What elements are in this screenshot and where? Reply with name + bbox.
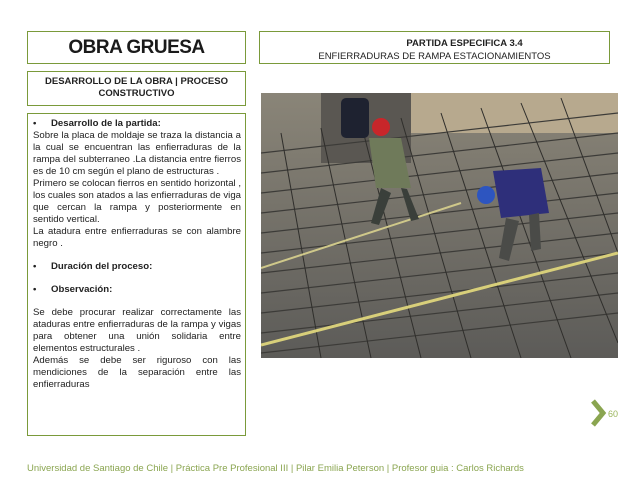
paragraph: Sobre la placa de moldaje se traza la distancia a la cual se encuentran las enfierraduras de la rampa del subterraneo .La distancia entre fierros es de 10 cm según el plano de estructuras . xyxy=(33,130,241,177)
rebar-photo-illustration xyxy=(261,93,618,358)
paragraph: Además se debe ser riguroso con las mendiciones de la separación entre las enfierraduras xyxy=(33,355,241,390)
bullet-marker: • xyxy=(33,284,37,295)
bullet-marker: • xyxy=(33,118,37,129)
partida-subtitle: ENFIERRADURAS DE RAMPA ESTACIONAMIENTOS xyxy=(318,51,551,62)
section-box xyxy=(27,71,246,106)
bullet-marker: • xyxy=(33,261,37,272)
chevron-right-icon xyxy=(588,398,608,428)
partida-box xyxy=(259,31,610,64)
page-title: OBRA GRUESA xyxy=(68,36,205,58)
section-title-line1: DESARROLLO DE LA OBRA | PROCESO xyxy=(45,76,228,87)
paragraph: La atadura entre enfierraduras se con alambre negro . xyxy=(33,226,241,249)
footer: Universidad de Santiago de Chile | Práctica Pre Profesional III | Pilar Emilia Peterson | Profesor guia : Carlos Richards xyxy=(27,463,524,474)
bullet-label: Duración del proceso: xyxy=(51,261,153,272)
paragraph: Se debe procurar realizar correctamente las ataduras entre enfierraduras de la rampa y vigas para obtener una unión solidaria entre elementos estructurales . xyxy=(33,307,241,354)
content-box xyxy=(27,113,246,436)
page-number: 60 xyxy=(608,409,619,419)
bullet-duracion xyxy=(33,261,241,273)
bullet-observacion xyxy=(33,284,241,296)
section-title-line2: CONSTRUCTIVO xyxy=(98,88,175,99)
title-box xyxy=(27,31,246,64)
paragraph: Primero se colocan fierros en sentido horizontal , los cuales son atados a las enfierraduras de viga que cercan la rampa y posteriormente en sentido vertical. xyxy=(33,178,241,225)
bullet-label: Observación: xyxy=(51,284,113,295)
bullet-label: Desarrollo de la partida: xyxy=(51,118,161,129)
next-slide-button[interactable] xyxy=(588,398,608,428)
construction-photo xyxy=(261,93,618,358)
bullet-desarrollo xyxy=(33,118,241,130)
partida-title: PARTIDA ESPECIFICA 3.4 xyxy=(406,38,523,49)
